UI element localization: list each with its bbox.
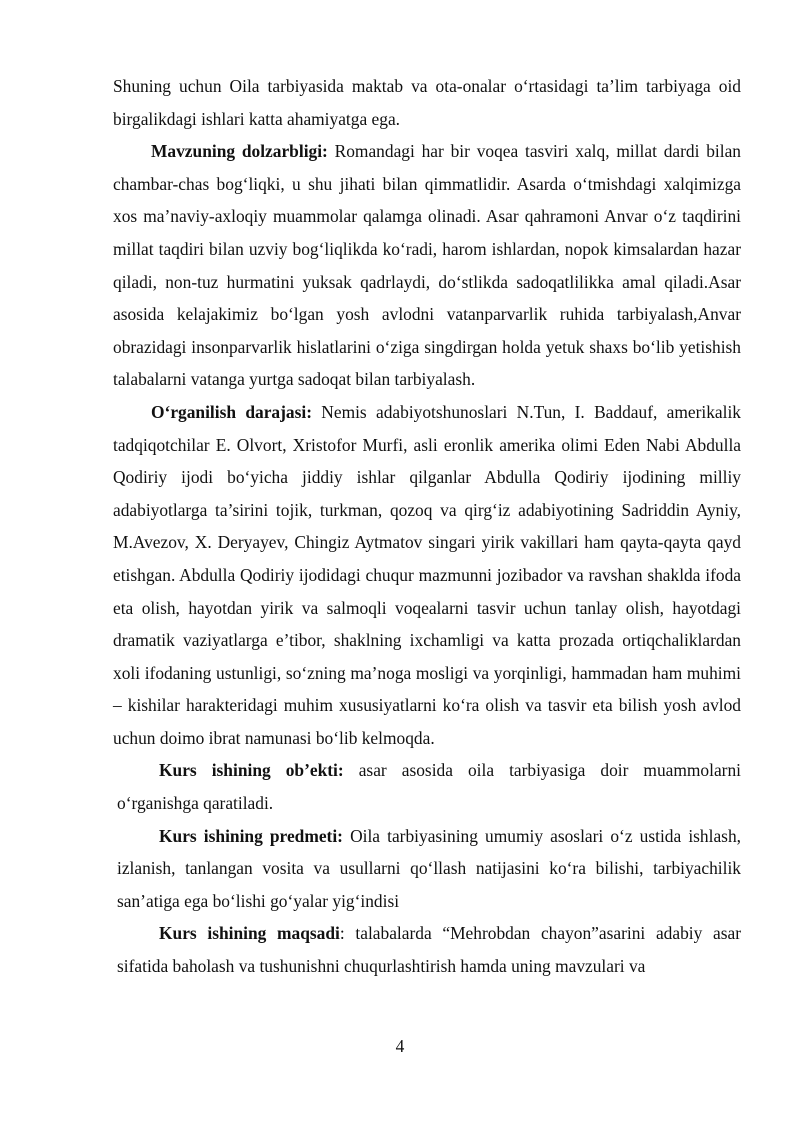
paragraph-relevance — [113, 135, 741, 396]
heading-goal: Kurs ishining maqsadi — [159, 923, 340, 944]
paragraph-intro — [113, 70, 741, 135]
heading-subject: Kurs ishining predmeti: — [159, 825, 343, 846]
paragraph-object-text: asar asosida oila tarbiyasiga doir muammolarni o‘rganishga qaratiladi. — [117, 760, 741, 814]
paragraph-intro-text: Shuning uchun Oila tarbiyasida maktab va ota-onalar o‘rtasidagi ta’lim tarbiyaga oid birgalikdagi ishlari katta ahamiyatga ega. — [113, 76, 741, 129]
document-page — [113, 70, 741, 983]
paragraph-object — [113, 754, 741, 819]
heading-object: Kurs ishining ob’ekti: — [159, 760, 344, 781]
paragraph-subject — [113, 820, 741, 918]
paragraph-relevance-text: Romandagi har bir voqea tasviri xalq, millat dardi bilan chambar-chas bog‘liqki, u shu jihati bilan qimmatlidir. Asarda o‘tmishdagi xalqimizga xos ma’naviy-axloqiy muammolar qalamga olinadi. Asar qahramoni Anvar o‘z taqdirini millat taqdiri bilan uzviy bog‘liqlikda ko‘radi, harom ishlardan, nopok kimsalardan hazar qiladi, non-tuz hurmatini yuksak qadrlaydi, do‘stlikda sadoqatlilikka amal qiladi.Asar asosida kelajakimiz bo‘lgan yosh avlodni vatanparvarlik ruhida tarbiyalash,Anvar obrazidagi insonparvarlik hislatlarini o‘ziga singdirgan holda yetuk shaxs bo‘lib yetishish talabalarni vatanga yurtga sadoqat bilan tarbiyalash. — [113, 141, 741, 390]
heading-relevance: Mavzuning dolzarbligi: — [151, 141, 328, 162]
paragraph-study-level — [113, 396, 741, 755]
paragraph-subject-text: Oila tarbiyasining umumiy asoslari o‘z ustida ishlash, izlanish, tanlangan vosita va usullarni qo‘llash natijasini ko‘ra bilishi, tarbiyachilik san’atiga ega bo‘lishi go‘yalar yig‘indisi — [117, 825, 741, 911]
paragraph-goal — [113, 917, 741, 982]
page-number: 4 — [395, 1036, 405, 1056]
heading-study-level: O‘rganilish darajasi: — [151, 401, 312, 422]
paragraph-goal-text: : talabalarda “Mehrobdan chayon”asarini adabiy asar sifatida baholash va tushunishni chuqurlashtirish hamda uning mavzulari va — [117, 923, 741, 977]
paragraph-study-level-text: Nemis adabiyotshunoslari N.Tun, I. Baddauf, amerikalik tadqiqotchilar E. Olvort, Xristofor Murfi, asli eronlik amerika olimi Eden Nabi Abdulla Qodiriy ijodi bo‘yicha jiddiy ishlar qilganlar Abdulla Qodiriy ijodining milliy adabiyotlarga ta’sirini tojik, turkman, qozoq va qirg‘iz adabiyotining Sadriddin Ayniy, M.Avezov, X. Deryayev, Chingiz Aytmatov singari yirik vakillari ham qayta-qayta qayd etishgan. Abdulla Qodiriy ijodidagi chuqur mazmunni jozibador va ravshan shaklda ifoda eta olish, hayotdan yirik va salmoqli voqealarni tasvir uchun tanlay olish, hayotdagi dramatik vaziyatlarga e’tibor, shaklning ixchamligi va katta prozada ortiqchaliklardan xoli ifodaning ustunligi, so‘zning ma’noga mosligi va yorqinligi, hammadan ham muhimi – kishilar harakteridagi muhim xususiyatlarni ko‘ra olish va tasvir eta bilish yosh avlod uchun doimo ibrat namunasi bo‘lib kelmoqda. — [113, 401, 741, 748]
